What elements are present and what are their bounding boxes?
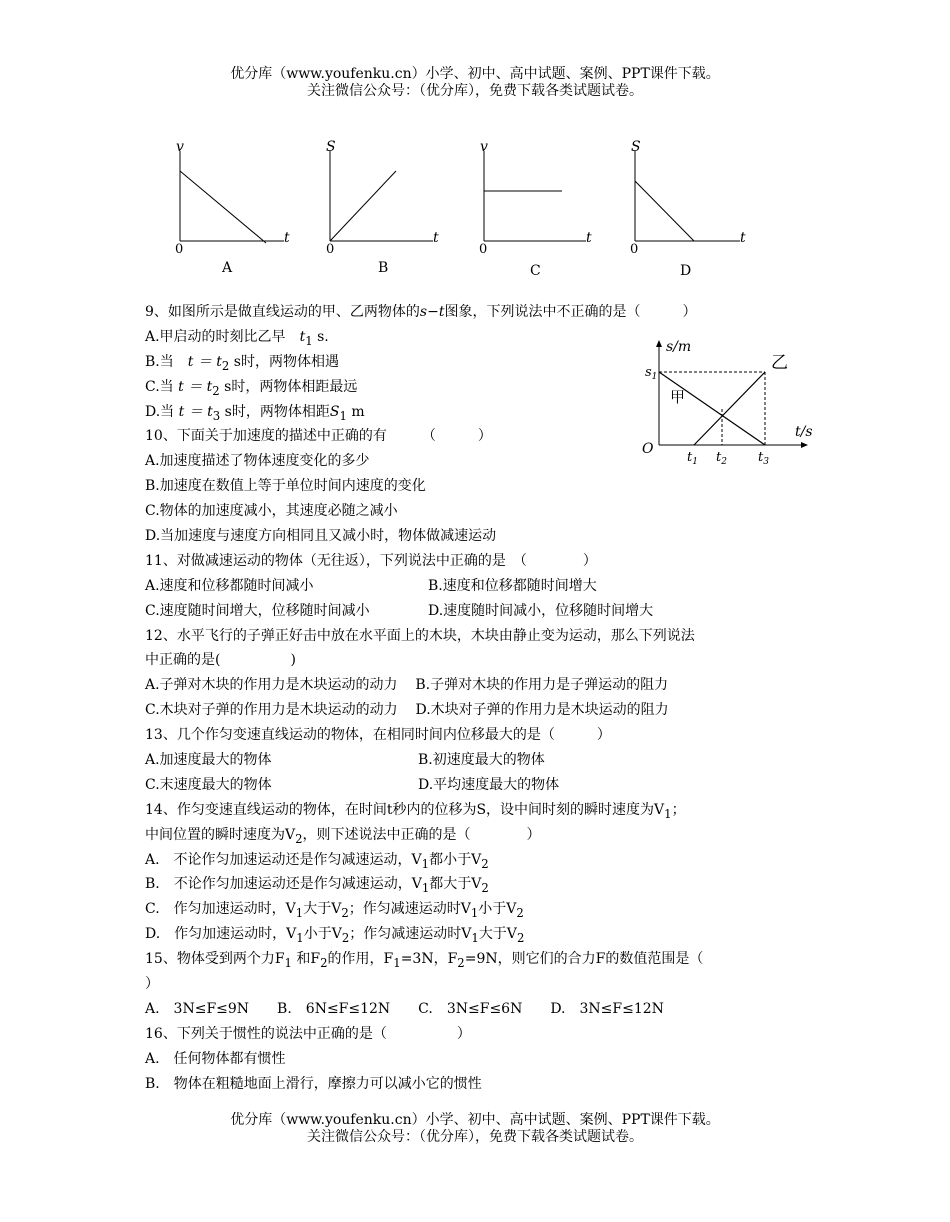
q15-stem-2: ） bbox=[145, 976, 159, 993]
q13-option-a: A.加速度最大的物体 bbox=[145, 752, 272, 769]
q10-stem: 10、下面关于加速度的描述中正确的有 （ ） bbox=[145, 428, 492, 445]
graph-d bbox=[630, 139, 746, 279]
q12-stem-1: 12、水平飞行的子弹正好击中放在水平面上的木块，木块由静止变为运动，那么下列说法 bbox=[145, 627, 695, 644]
q9-option-b: B.当 $t = t_2$ s时，两物体相遇 bbox=[145, 353, 339, 373]
q11-option-c: C.速度随时间增大，位移随时间减小 bbox=[145, 602, 370, 619]
q11-option-b: B.速度和位移都随时间增大 bbox=[428, 577, 597, 594]
q12-options-cd bbox=[145, 698, 825, 723]
q13-option-b: B.初速度最大的物体 bbox=[418, 752, 545, 769]
q11-option-a: A.速度和位移都随时间减小 bbox=[145, 577, 314, 594]
st-s1: $s_1$ bbox=[645, 365, 658, 382]
q14-stem-2: 中间位置的瞬时速度为$V_2$，则下述说法中正确的是（ ） bbox=[145, 826, 541, 846]
q12-option-b: B.子弹对木块的作用力是子弹运动的阻力 bbox=[415, 677, 669, 694]
q13-option-c: C.末速度最大的物体 bbox=[145, 776, 272, 793]
graph-c bbox=[479, 139, 592, 279]
q14-option-c: C. 作匀加速运动时，$V_1$大于$V_2$；作匀减速运动时$V_1$小于$V_2$ bbox=[145, 901, 524, 921]
q14-stem-1: 14、作匀变速直线运动的物体，在时间t秒内的位移为S，设中间时刻的瞬时速度为$V_1$； bbox=[145, 801, 686, 821]
q12-option-a: A.子弹对木块的作用力是木块运动的动力 bbox=[145, 677, 398, 694]
q12-option-d: D.木块对子弹的作用力是木块运动的阻力 bbox=[415, 702, 669, 719]
graph-a-y-label: v bbox=[176, 139, 184, 155]
header-line-1: 优分库（www.youfenku.cn）小学、初中、高中试题、案例、PPT课件下载。 bbox=[230, 66, 720, 82]
q13-stem: 13、几个作匀变速直线运动的物体，在相同时间内位移最大的是（ ） bbox=[145, 727, 611, 744]
graph-c-label: C bbox=[530, 263, 541, 279]
q14-option-b: B. 不论作匀加速运动还是作匀减速运动，$V_1$都大于$V_2$ bbox=[145, 876, 489, 896]
q10-option-d: D.当加速度与速度方向相同且又减小时，物体做减速运动 bbox=[145, 528, 497, 545]
graph-c-x-label: t bbox=[586, 230, 592, 246]
graph-b-label: B bbox=[378, 260, 389, 276]
q10-option-a: A.加速度描述了物体速度变化的多少 bbox=[145, 453, 370, 470]
q14-option-d: D. 作匀加速运动时，$V_1$小于$V_2$；作匀减速运动时$V_1$大于$V_2$ bbox=[145, 926, 525, 946]
q9-option-d: D.当 $t = t_3$ s时，两物体相距$S_1$ m bbox=[145, 403, 365, 423]
q11-stem: 11、对做减速运动的物体（无往返），下列说法中正确的是 （ ） bbox=[145, 552, 597, 569]
q16-option-a: A. 任何物体都有惯性 bbox=[145, 1050, 286, 1067]
q12-stem-2: 中正确的是( ) bbox=[145, 652, 296, 669]
graph-d-label: D bbox=[680, 263, 692, 279]
header-line-2: 关注微信公众号：（优分库），免费下载各类试题试卷。 bbox=[307, 83, 643, 99]
graph-c-y-label: v bbox=[480, 139, 488, 155]
graph-b-y-label: S bbox=[326, 139, 336, 155]
st-t1: $t_1$ bbox=[687, 450, 698, 465]
q13-options-cd bbox=[145, 773, 825, 798]
st-x-label: t/s bbox=[795, 424, 813, 440]
st-jia-label: 甲 bbox=[670, 388, 686, 406]
q16-option-b: B. 物体在粗糙地面上滑行，摩擦力可以减小它的惯性 bbox=[145, 1075, 482, 1092]
q10-option-b: B.加速度在数值上等于单位时间内速度的变化 bbox=[145, 478, 426, 495]
graph-b-origin: 0 bbox=[326, 242, 335, 257]
page-header bbox=[0, 66, 950, 100]
q14-option-a: A. 不论作匀加速运动还是作匀减速运动，$V_1$都小于$V_2$ bbox=[145, 851, 489, 871]
q13-option-d: D.平均速度最大的物体 bbox=[418, 776, 560, 793]
graph-a-origin: 0 bbox=[175, 242, 184, 257]
q10-option-c: C.物体的加速度减小，其速度必随之减小 bbox=[145, 503, 398, 520]
graph-a-x-label: t bbox=[284, 230, 290, 246]
q15-stem-1: 15、物体受到两个力$F_1$ 和$F_2$的作用，$F_1=3N$，$F_2=9N$，则它们的合力F的数值范围是（ bbox=[145, 951, 704, 970]
st-yi-label: 乙 bbox=[771, 353, 788, 373]
st-t2: $t_2$ bbox=[716, 450, 727, 465]
st-t3: $t_3$ bbox=[758, 450, 769, 465]
q11-options-ab bbox=[145, 574, 825, 599]
st-origin: O bbox=[642, 441, 654, 457]
graph-b-x-label: t bbox=[433, 230, 439, 246]
q9-stem: 9、如图所示是做直线运动的甲、乙两物体的s−t图象，下列说法中不正确的是（ ） bbox=[145, 304, 697, 320]
footer-line-2: 关注微信公众号：（优分库），免费下载各类试题试卷。 bbox=[307, 1129, 643, 1145]
q13-options-ab bbox=[145, 748, 825, 773]
st-y-label: s/m bbox=[666, 339, 692, 355]
q12-options-ab bbox=[145, 673, 825, 698]
questions bbox=[145, 300, 825, 1097]
q9-option-a: A.甲启动的时刻比乙早 $t_1$ s. bbox=[145, 328, 329, 348]
graph-a-label: A bbox=[222, 260, 233, 276]
graph-a bbox=[175, 139, 290, 276]
graph-d-origin: 0 bbox=[630, 242, 639, 257]
q11-options-cd bbox=[145, 599, 825, 624]
graph-d-y-label: S bbox=[631, 139, 641, 155]
graph-b bbox=[326, 139, 439, 276]
graph-d-x-label: t bbox=[740, 230, 746, 246]
footer-line-1: 优分库（www.youfenku.cn）小学、初中、高中试题、案例、PPT课件下载。 bbox=[230, 1112, 720, 1128]
q12-option-c: C.木块对子弹的作用力是木块运动的动力 bbox=[145, 702, 398, 719]
graph-c-origin: 0 bbox=[479, 242, 488, 257]
option-graphs bbox=[150, 135, 770, 285]
q16-stem: 16、下列关于惯性的说法中正确的是（ ） bbox=[145, 1025, 471, 1042]
q9-option-c: C.当 $t = t_2$ s时，两物体相距最远 bbox=[145, 378, 358, 398]
page-footer bbox=[0, 1112, 950, 1146]
q15-options: A. 3N≤F≤9N B. 6N≤F≤12N C. 3N≤F≤6N D. 3N≤F≤12N bbox=[145, 1000, 664, 1017]
q11-option-d: D.速度随时间减小，位移随时间增大 bbox=[428, 602, 654, 619]
